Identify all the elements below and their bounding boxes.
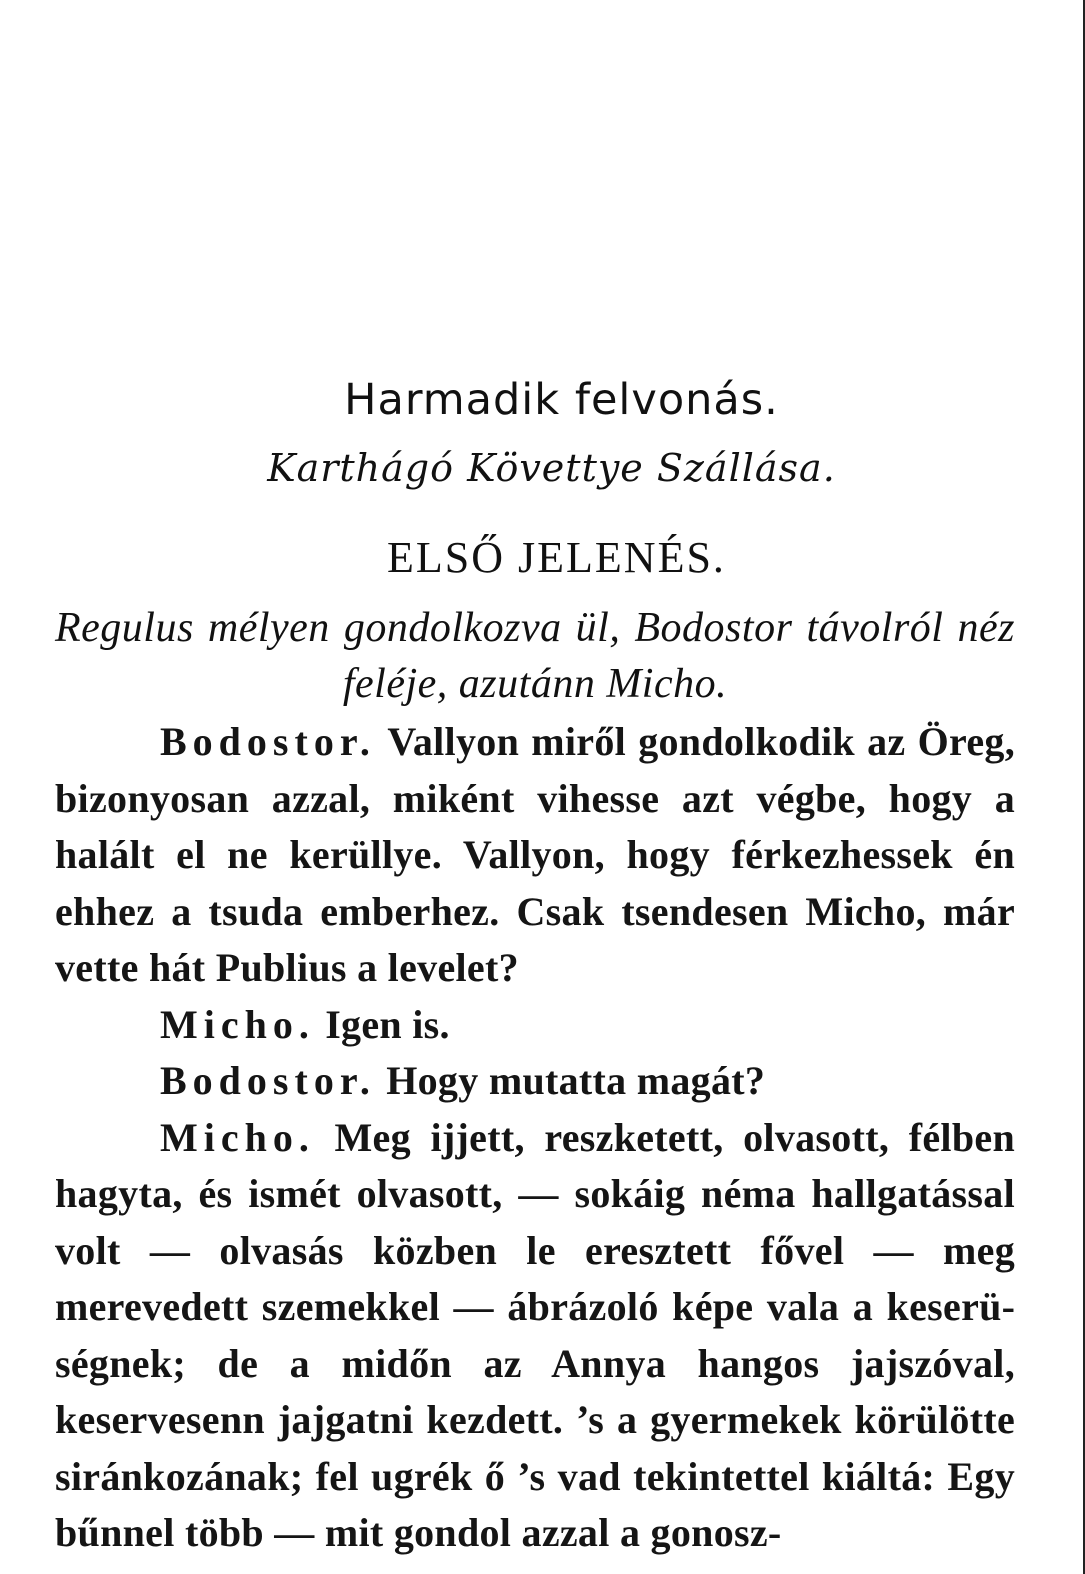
speaker-name: Bodostor. — [160, 1058, 376, 1103]
dialogue-paragraph — [55, 997, 1015, 1054]
speech-text: Hogy mutatta magát? — [386, 1058, 766, 1103]
speech-text: Vallyon miről gondolkodik az Öreg, bizonyosan azzal, miként vihesse azt végbe, hogy a halált el ne kerüllye. Vallyon, hogy férkezhessek én ehhez a tsuda emberhez. Csak tsendesen Micho, már vette hát Publius a levelet? — [55, 719, 1015, 990]
speaker-name: Bodostor. — [160, 719, 376, 764]
scene-title: ELSŐ JELENÉS. — [387, 533, 726, 582]
speaker-name: Micho. — [160, 1001, 315, 1047]
dialogue-paragraph — [55, 1053, 1015, 1110]
dialogue-paragraph — [55, 714, 1015, 997]
stage-direction: Regulus mélyen gondolkozva ül, Bodostor távolról néz feléje, azutánn Micho. — [55, 605, 1015, 707]
dialogue-body — [55, 714, 1015, 1562]
speech-text: Meg ijjett, reszketett, olvasott, félben hagyta, és ismét olvasott, — sokáig néma hallgatással volt — olvasás közben le eresztett fővel — meg merevedett szemekkel — ábrázoló képe vala a keserüségnek; de a midőn az Annya hangos jajszóval, keservesenn jajgatni kezdett. ’s a gyermekek körülötte siránkozának; fel ugrék ő ’s vad tekintettel kiáltá: Egy bűnnel több — mit gondol azzal a gonosz- — [55, 1114, 1015, 1555]
dialogue-paragraph — [55, 1110, 1015, 1562]
setting-line: Karthágó Követtye Szállása. — [267, 446, 836, 490]
act-title: Harmadik felvonás. — [344, 375, 779, 425]
speaker-name: Micho. — [160, 1114, 315, 1160]
speech-text: Igen is. — [325, 1001, 450, 1047]
